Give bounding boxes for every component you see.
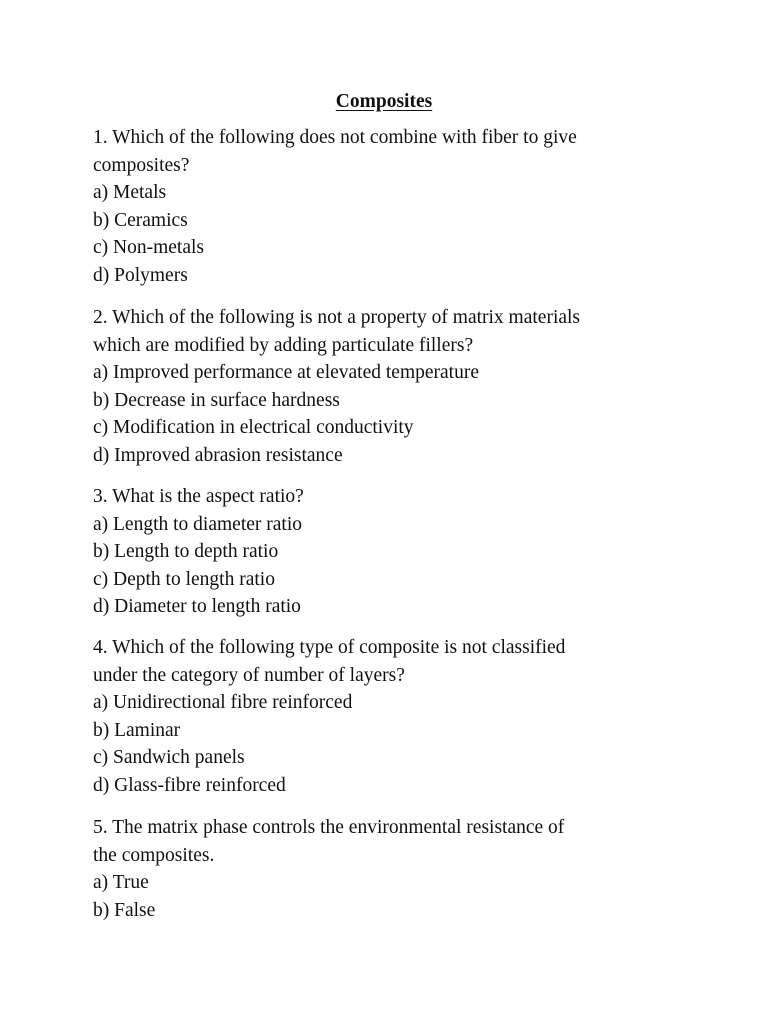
question-4-text-line-2: under the category of number of layers?	[93, 664, 405, 686]
document-title: Composites	[335, 91, 433, 112]
question-2-text-line-1: 2. Which of the following is not a property of matrix materials	[93, 307, 581, 328]
question-3-option-b: b) Length to depth ratio	[93, 541, 279, 562]
question-4	[93, 634, 693, 799]
question-4-text-line-1: 4. Which of the following type of composite is not classified	[93, 637, 566, 658]
question-5-text-line-1: 5. The matrix phase controls the environmental resistance of	[93, 817, 565, 838]
question-1-text-line-1: 1. Which of the following does not combine with fiber to give	[93, 127, 577, 148]
question-4-option-d: d) Glass-fibre reinforced	[93, 774, 286, 796]
question-3-option-d: d) Diameter to length ratio	[93, 596, 301, 617]
question-5-text-line-2: the composites.	[93, 844, 215, 866]
question-1-option-d: d) Polymers	[93, 264, 188, 286]
question-2-option-a: a) Improved performance at elevated temperature	[93, 362, 479, 383]
question-5	[93, 814, 693, 924]
question-3-option-c: c) Depth to length ratio	[93, 568, 275, 590]
question-3	[93, 483, 693, 621]
question-1-option-c: c) Non-metals	[93, 237, 205, 258]
question-2-option-c: c) Modification in electrical conductivity	[93, 417, 414, 438]
question-3-text-line-1: 3. What is the aspect ratio?	[93, 486, 304, 507]
question-4-option-b: b) Laminar	[93, 719, 181, 741]
question-2-option-b: b) Decrease in surface hardness	[93, 389, 340, 411]
question-4-option-c: c) Sandwich panels	[93, 747, 245, 768]
question-1-text-line-2: composites?	[93, 154, 190, 176]
question-4-option-a: a) Unidirectional fibre reinforced	[93, 692, 353, 713]
question-1	[93, 124, 693, 289]
question-3-option-a: a) Length to diameter ratio	[93, 513, 302, 535]
question-5-option-b: b) False	[93, 899, 156, 921]
question-2-text-line-2: which are modified by adding particulate fillers?	[93, 334, 474, 356]
question-1-option-a: a) Metals	[93, 182, 167, 203]
question-2	[93, 304, 693, 469]
question-2-option-d: d) Improved abrasion resistance	[93, 444, 343, 466]
question-1-option-b: b) Ceramics	[93, 209, 188, 231]
question-5-option-a: a) True	[93, 872, 149, 893]
